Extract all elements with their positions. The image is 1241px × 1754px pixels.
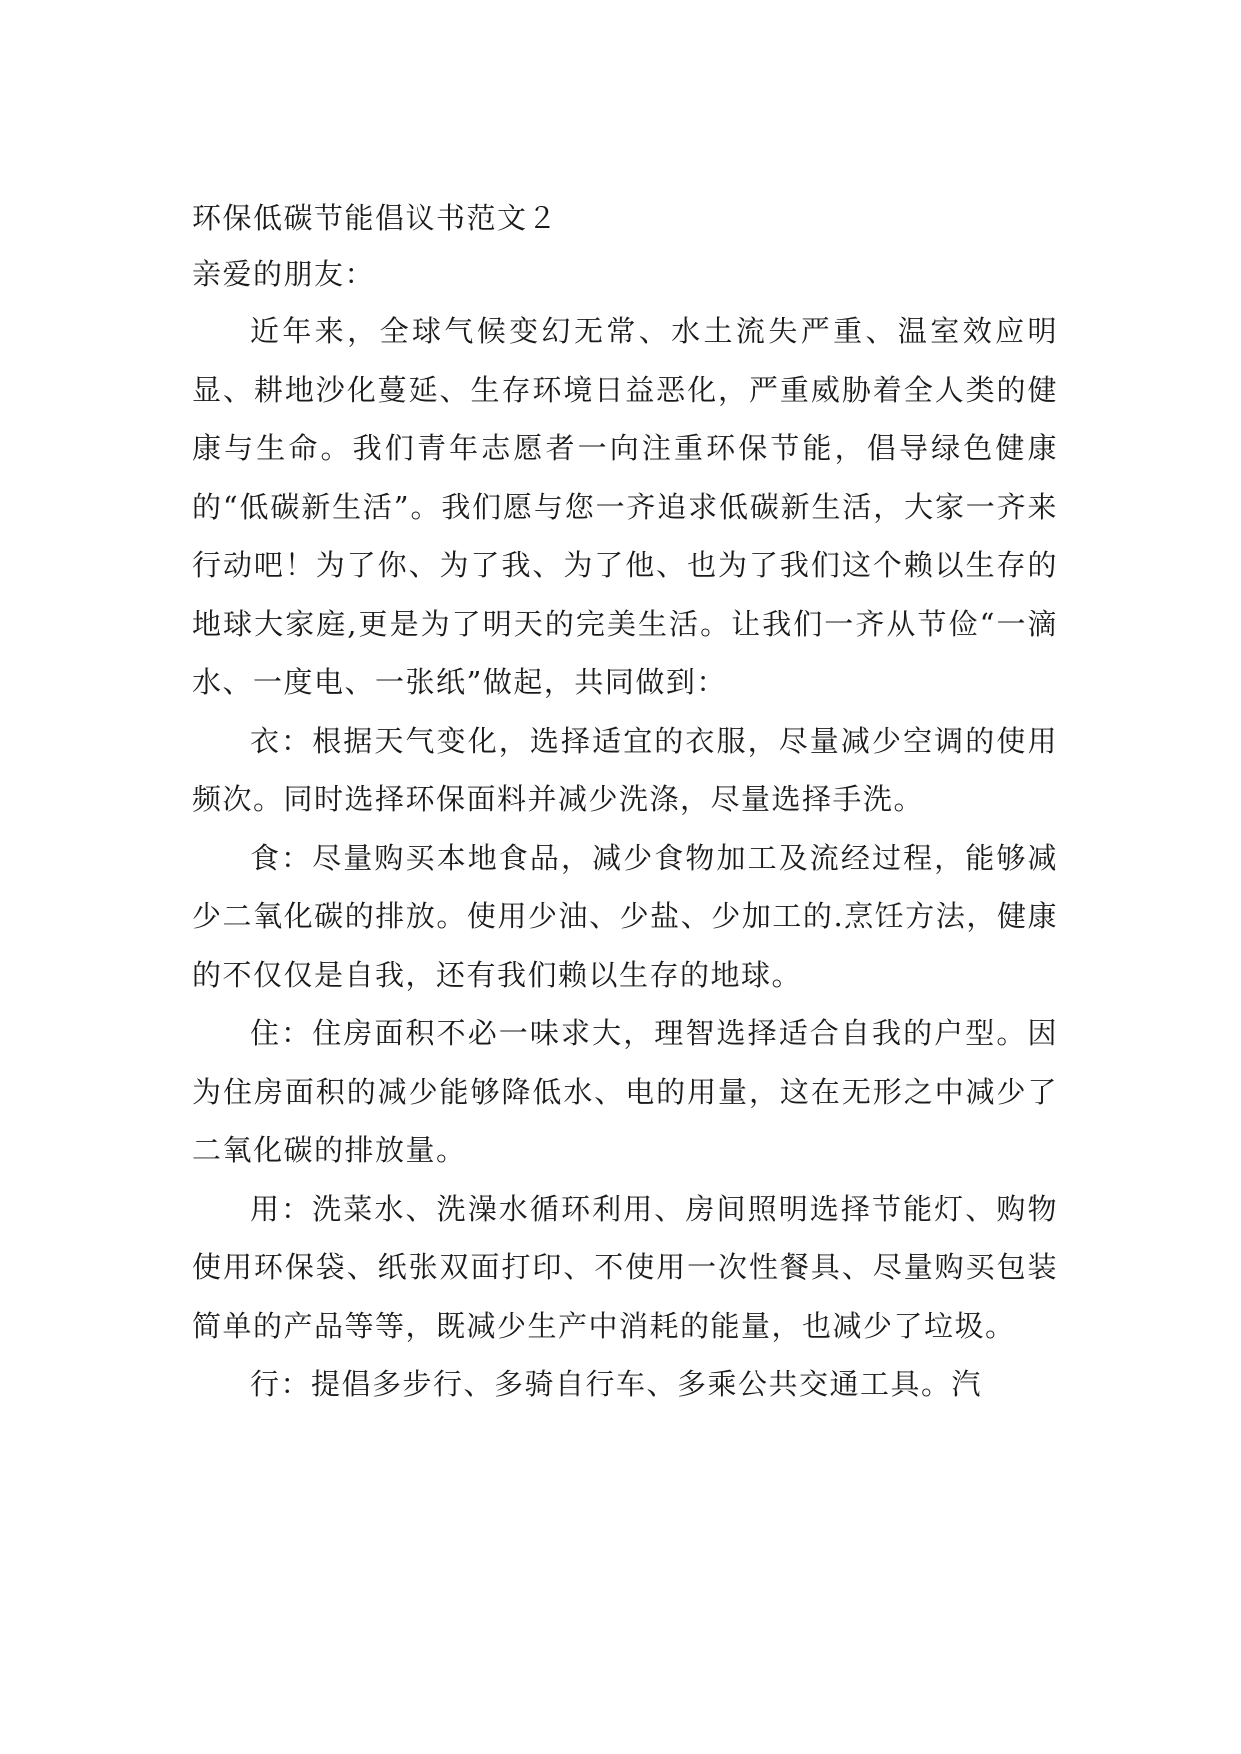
salutation: 亲爱的朋友： (192, 257, 376, 291)
paragraph-housing: 住：住房面积不必一味求大，理智选择适合自我的户型。因为住房面积的减少能够降低水、电的用量，这在无形之中减少了二氧化碳的排放量。 (192, 1016, 1058, 1167)
paragraph-usage: 用：洗菜水、洗澡水循环利用、房间照明选择节能灯、购物使用环保袋、纸张双面打印、不使用一次性餐具、尽量购买包装简单的产品等等，既减少生产中消耗的能量，也减少了垃圾。 (192, 1191, 1058, 1343)
document-body (192, 190, 1058, 1414)
paragraph-travel: 行：提倡多步行、多骑自行车、多乘公共交通工具。汽 (250, 1367, 983, 1401)
paragraph-food: 食：尽量购买本地食品，减少食物加工及流经过程，能够减少二氧化碳的排放。使用少油、少盐、少加工的.烹饪方法，健康的不仅仅是自我，还有我们赖以生存的地球。 (192, 840, 1058, 992)
paragraph-clothing: 衣：根据天气变化，选择适宜的衣服，尽量减少空调的使用频次。同时选择环保面料并减少洗涤，尽量选择手洗。 (192, 723, 1058, 816)
document-title: 环保低碳节能倡议书范文２ (192, 201, 559, 235)
paragraph-intro: 近年来，全球气候变幻无常、水土流失严重、温室效应明显、耕地沙化蔓延、生存环境日益恶化，严重威胁着全人类的健康与生命。我们青年志愿者一向注重环保节能，倡导绿色健康的“低碳新生活”。我们愿与您一齐追求低碳新生活，大家一齐来行动吧！为了你、为了我、为了他、也为了我们这个赖以生存的地球大家庭,更是为了明天的完美生活。让我们一齐从节俭“一滴水、一度电、一张纸”做起，共同做到： (192, 314, 1058, 699)
